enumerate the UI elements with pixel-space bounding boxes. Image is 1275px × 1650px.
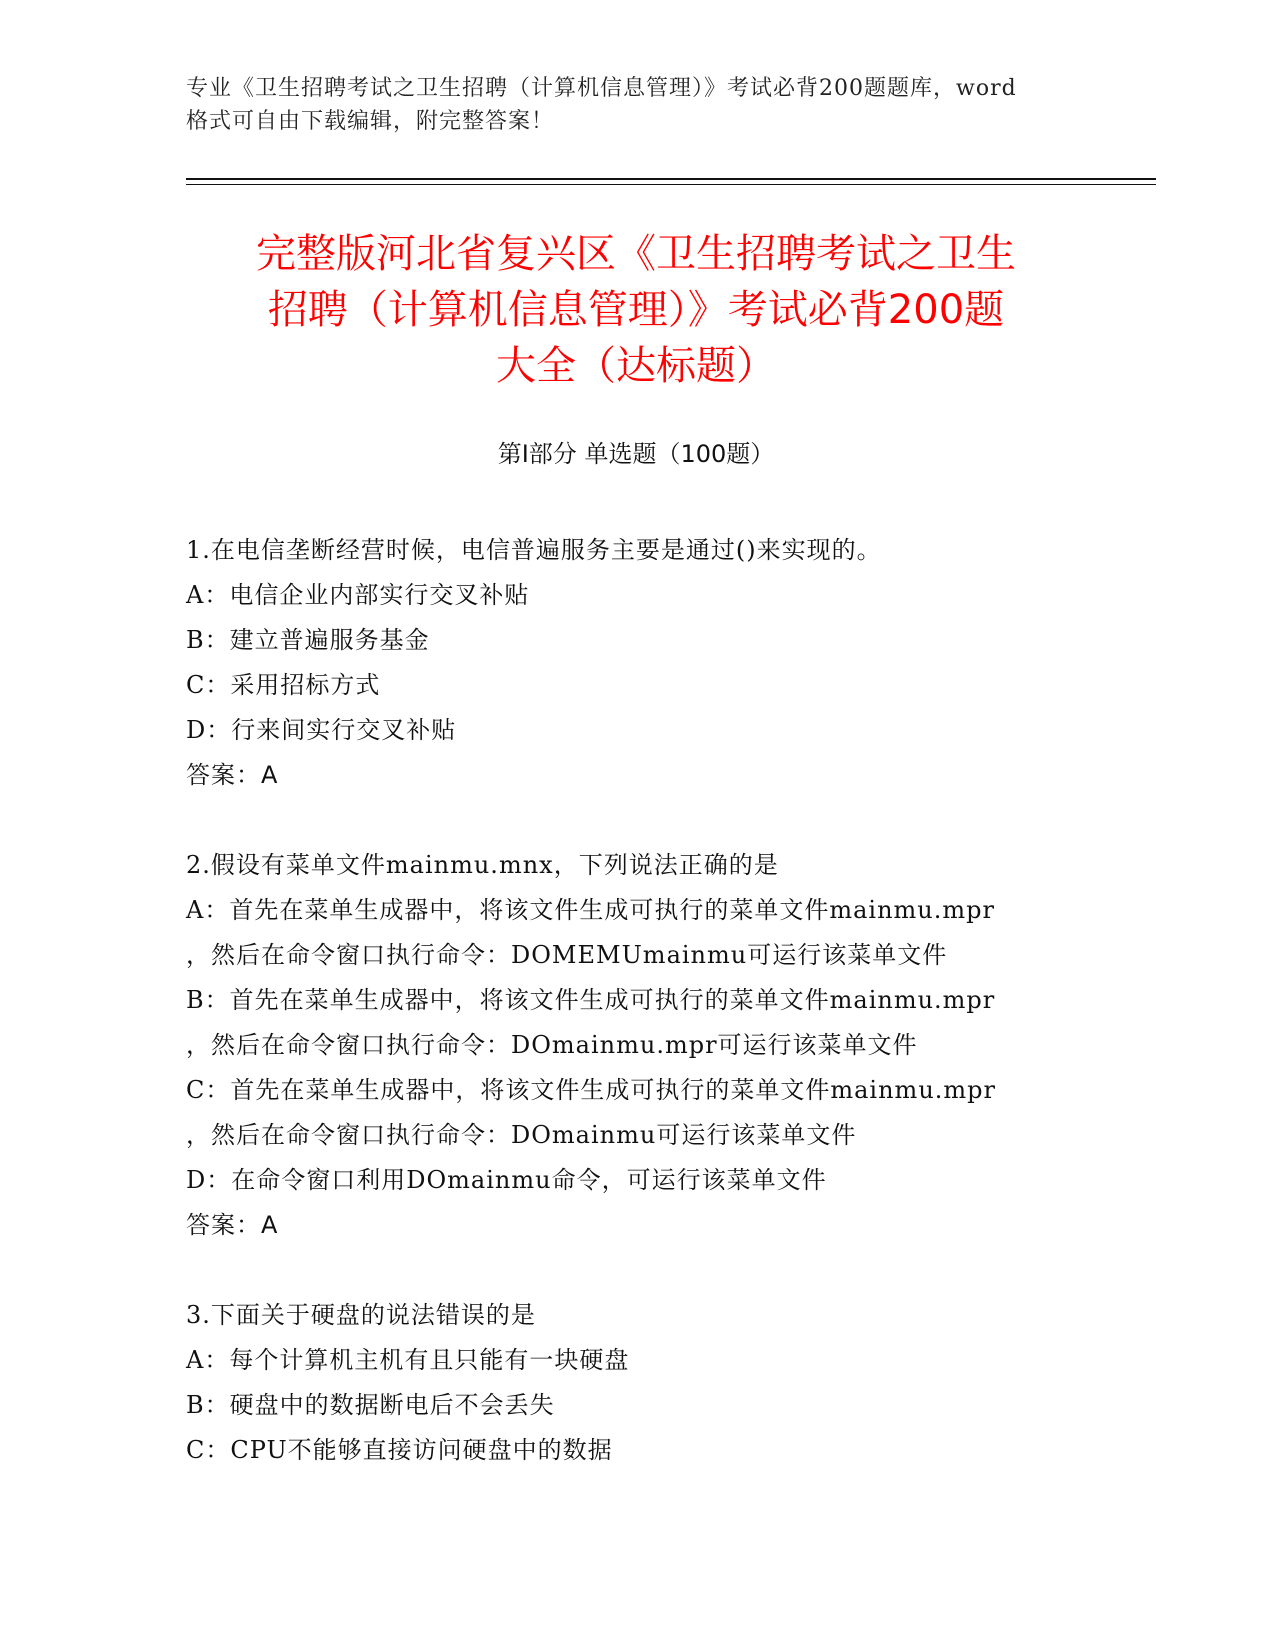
question-3	[186, 1293, 1086, 1473]
question-2	[186, 843, 1086, 1248]
option-c-continued: ，然后在命令窗口执行命令：DOmainmu可运行该菜单文件	[186, 1121, 857, 1149]
question-1	[186, 528, 1086, 798]
question-spacer	[186, 1248, 1086, 1293]
title-line-2: 招聘（计算机信息管理）》考试必背200题	[267, 287, 1005, 333]
option-a-continued: ，然后在命令窗口执行命令：DOMEMUmainmu可运行该菜单文件	[186, 941, 948, 969]
option-b: B：硬盘中的数据断电后不会丢失	[186, 1391, 555, 1419]
option-c: C：采用招标方式	[186, 671, 381, 699]
option-d: D：行来间实行交叉补贴	[186, 716, 457, 744]
header-line-1: 专业《卫生招聘考试之卫生招聘（计算机信息管理）》考试必背200题题库，word	[186, 76, 1017, 101]
title-line-3: 大全（达标题）	[496, 343, 776, 389]
header-divider-thin	[186, 184, 1156, 185]
option-a: A：首先在菜单生成器中，将该文件生成可执行的菜单文件mainmu.mpr	[186, 896, 995, 924]
option-c: C：CPU不能够直接访问硬盘中的数据	[186, 1436, 613, 1464]
document-title	[186, 226, 1086, 394]
header-divider-thick	[186, 178, 1156, 180]
question-list	[186, 528, 1086, 1473]
question-spacer	[186, 798, 1086, 843]
option-b: B：建立普遍服务基金	[186, 626, 430, 654]
header-line-2: 格式可自由下载编辑，附完整答案！	[186, 109, 555, 134]
option-a: A：电信企业内部实行交叉补贴	[186, 581, 530, 609]
answer-line: 答案：A	[186, 761, 279, 789]
document-header	[186, 72, 1086, 138]
title-line-1: 完整版河北省复兴区《卫生招聘考试之卫生	[256, 231, 1016, 277]
option-d: D：在命令窗口利用DOmainmu命令，可运行该菜单文件	[186, 1166, 827, 1194]
option-b-continued: ，然后在命令窗口执行命令：DOmainmu.mpr可运行该菜单文件	[186, 1031, 918, 1059]
option-c: C：首先在菜单生成器中，将该文件生成可执行的菜单文件mainmu.mpr	[186, 1076, 996, 1104]
question-stem: 1.在电信垄断经营时候，电信普遍服务主要是通过()来实现的。	[186, 536, 882, 564]
option-a: A：每个计算机主机有且只能有一块硬盘	[186, 1346, 630, 1374]
question-stem: 2.假设有菜单文件mainmu.mnx，下列说法正确的是	[186, 851, 779, 879]
section-title: 第Ⅰ部分 单选题（100题）	[497, 440, 775, 468]
question-stem: 3.下面关于硬盘的说法错误的是	[186, 1301, 536, 1329]
answer-line: 答案：A	[186, 1211, 279, 1239]
option-b: B：首先在菜单生成器中，将该文件生成可执行的菜单文件mainmu.mpr	[186, 986, 996, 1014]
